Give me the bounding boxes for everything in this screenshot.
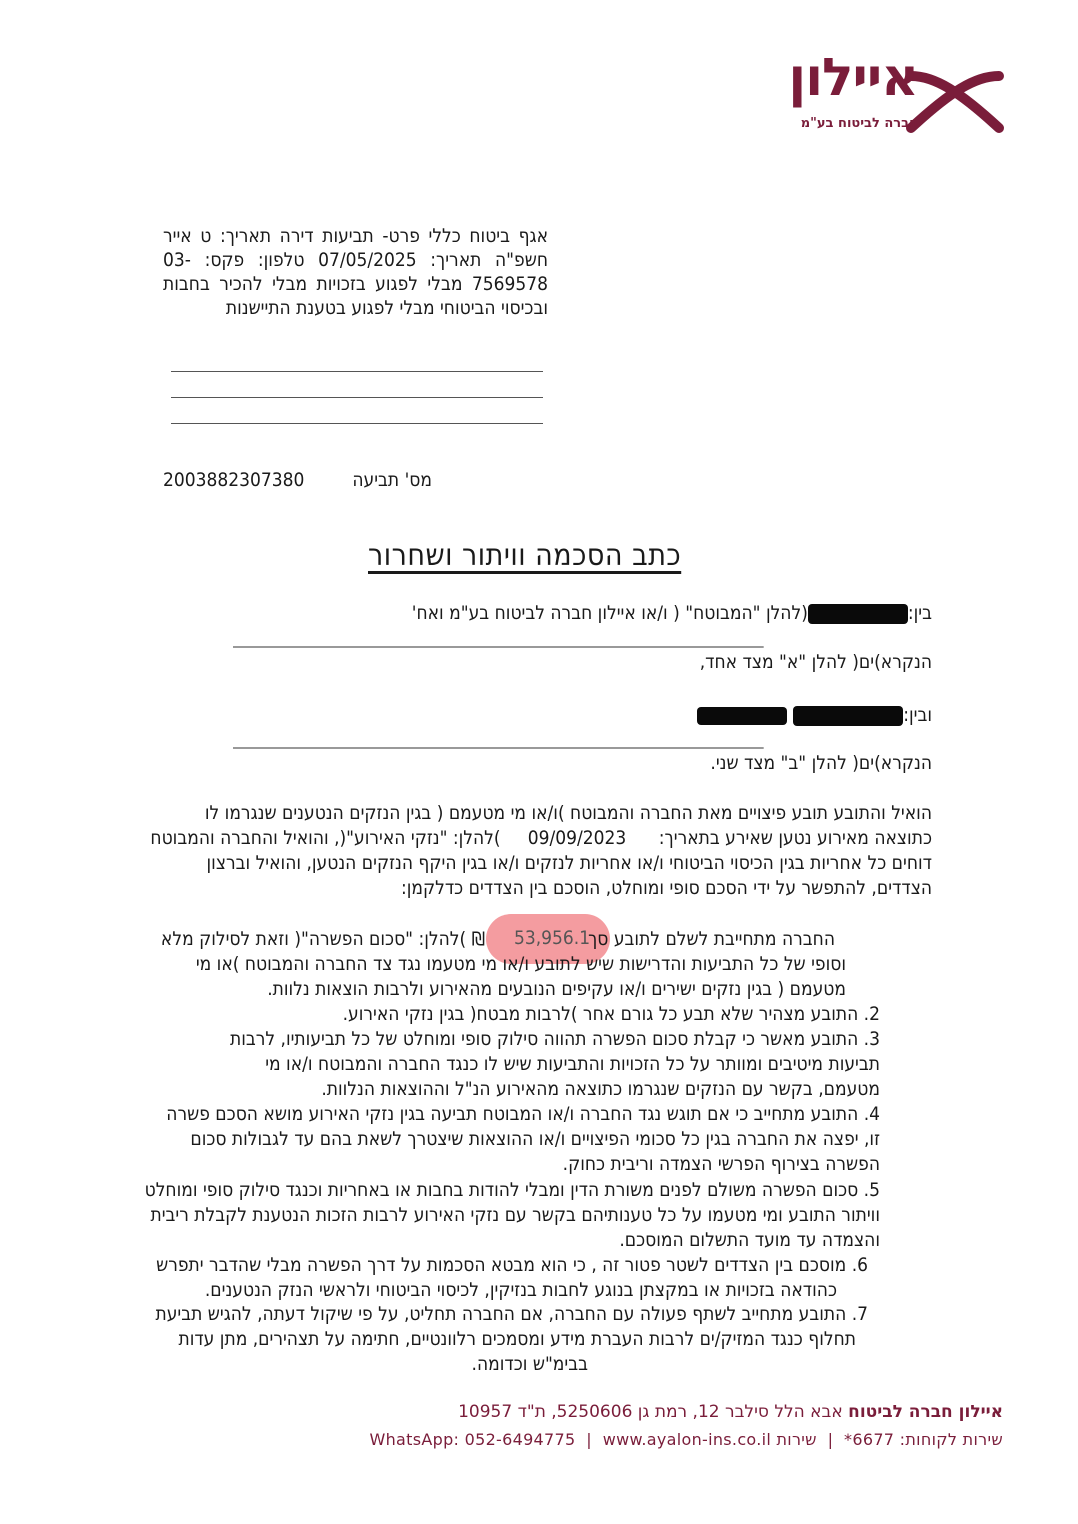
blank-line — [171, 397, 543, 398]
footer-address-text: אבא הלל סילבר 12, רמת גן 5250606, ת"ד 10957 — [458, 1402, 843, 1422]
party-b-line — [697, 703, 932, 727]
and-between: ובין: — [903, 704, 932, 726]
footer-company: איילון חברה לביטוח — [848, 1402, 1003, 1422]
dash-line: ____________________________________________________________________________________________________ — [233, 632, 763, 648]
clause-3: מטעמם, בקשר עם הנזקים שנגרמו כתוצאה מהאירוע הנ"ל וההוצאות הנלוות. — [321, 1078, 880, 1100]
party-a-line — [412, 601, 932, 625]
redaction — [697, 707, 787, 725]
preamble-line: הואיל והתובע תובע פיצויים מאת החברה והמבוטח )ו/או מי מטעמם ( בגין הנזקים הנטענים שנגרמו לו — [204, 802, 932, 824]
preamble-line: הצדדים, להתפשר על ידי הסכם סופי ומוחלט, הוסכם בין הצדדים כדלקמן: — [400, 877, 932, 899]
clause1-line: מטעמם ( בגין נזקים ישירים ו/או עקיפים הנובעים מהאירוע ולרבות הוצאות נלוות. — [267, 978, 846, 1000]
claim-label: מס' תביעה — [352, 469, 432, 491]
preamble-line: דוחים כל אחריות בגין הכיסוי הביטוחי ו/או אחריות לנזקים ו/או בגין היקף הנזקים הנטען, והואיל וברצון — [206, 852, 932, 874]
header-details: אגף ביטוח כללי פרט- תביעות דירה תאריך: ט אייר חשפ"ה תאריך: 07/05/2025 טלפון: פקס: 03-7569578 מבלי לפגוע בזכויות מבלי להכיר בחבות ובכיסוי הביטוחי מבלי לפגוע בטענת התיישנות — [163, 225, 548, 319]
clause-7: בבימ"ש וכדומה. — [471, 1353, 588, 1375]
ayalon-logo-icon — [905, 70, 1005, 134]
logo-subtitle: חברה לביטוח בע"מ — [800, 116, 918, 131]
clause-2: 2. התובע מצהיר שלא תבע כל גורם אחר )לרבות מבטח( בגין נזקי האירוע. — [342, 1003, 880, 1025]
clause-5: והצמדה עד מועד התשלום המוסכם. — [619, 1229, 880, 1251]
blank-line — [171, 371, 543, 372]
between-prefix: בין: — [907, 602, 932, 624]
document-title: כתב הסכמה וויתור ושחרור — [368, 538, 682, 573]
clause-6: כהודאה בזכויות או במקצתן בנוגע לחבות בנזיקין, לכיסוי הביטוחי ולראשי הנזק הנטענים. — [204, 1279, 837, 1301]
clause-7: תחלוף כנגד המזיק/ים לרבות העברת מידע ומסמכים רלוונטיים, חתימה על תצהירים, מתן עדות — [178, 1328, 856, 1350]
clause-4: 4. התובע מתחייב כי אם תוגש נגד החברה ו/או המבוטח תביעה בגין נזקי האירוע מושא הסכם פשרה — [166, 1103, 880, 1125]
party-a-called: הנקרא)ים( להלן "א" מצד אחד, — [699, 651, 932, 673]
blank-line — [171, 423, 543, 424]
footer-contact[interactable]: שירות לקוחות: 6677* | שירות WhatsApp: 052-6494775 | www.ayalon-ins.co.il — [369, 1430, 1003, 1449]
footer-address — [458, 1402, 1003, 1422]
party-b-called: הנקרא)ים( להלן "ב" מצד שני. — [710, 752, 932, 774]
claim-number: 2003882307380 — [163, 469, 305, 491]
clause1-part-a: החברה מתחייבת לשלם לתובע סך — [588, 928, 835, 950]
settlement-amount: 53,956.1 — [514, 927, 591, 949]
redaction — [808, 604, 908, 624]
clause1-part-b: ₪ )להלן: "סכום הפשרה"( וזאת לסילוק מלא — [160, 928, 485, 950]
redaction — [793, 706, 903, 726]
clause-4: זו, יפצה את החברה בגין כל סכומי הפיצויים ו/או ההוצאות שיצטרך לשאת בהם עד לגבולות סכום — [190, 1128, 880, 1150]
preamble-line: כתוצאה מאירוע נטען שאירע בתאריך: 09/09/2023 )להלן: "נזקי האירוע"(, והואיל והחברה והמבוטח — [150, 827, 932, 849]
clause-3: 3. התובע מאשר כי קבלת סכום הפשרה תהווה סילוק סופי ומוחלט של כל תביעותיו, לרבות — [229, 1028, 880, 1050]
clause1-line: וסופי של כל התביעות והדרישות שיש לתובע ו/או מי מטעמו נגד צד החברה והמבוטח )או מי — [195, 953, 846, 975]
clause-3: תביעות מיטיבים ומוותר על כל הזכויות והתביעות שיש לו כנגד החברה והמבוטח ו/או מי — [265, 1053, 880, 1075]
party-a-text: (להלן "המבוטח" ( ו/או איילון חברה לביטוח בע"מ ואח' — [411, 602, 808, 624]
clause-5: וויתור התובע ומי מטעמו על כל טענותיהם בקשר עם נזקי האירוע לרבות הזכות הנטענת לקבלת ריבית — [150, 1204, 880, 1226]
clause-4: הפשרה בצירוף הפרשי הצמדה וריבית כחוק. — [562, 1153, 880, 1175]
dash-line: ____________________________________________________________________________________________________ — [233, 733, 763, 749]
logo-name: איילון — [788, 48, 918, 108]
clause-6: 6. מוסכם בין הצדדים לשטר פטור זה , כי הוא מבטא הסכמות על דרך הפשרה מבלי שהדבר יתפרש — [156, 1254, 868, 1276]
clause-7: 7. התובע מתחייב לשתף פעולה עם החברה, אם החברה תחליט, על פי שיקול דעתה, להגיש תביעת — [155, 1303, 868, 1325]
clause-5: 5. סכום הפשרה משולם לפנים משורת הדין ומבלי להודות בחבות או באחריות וכנגד סילוק סופי ומוחלט — [144, 1179, 880, 1201]
